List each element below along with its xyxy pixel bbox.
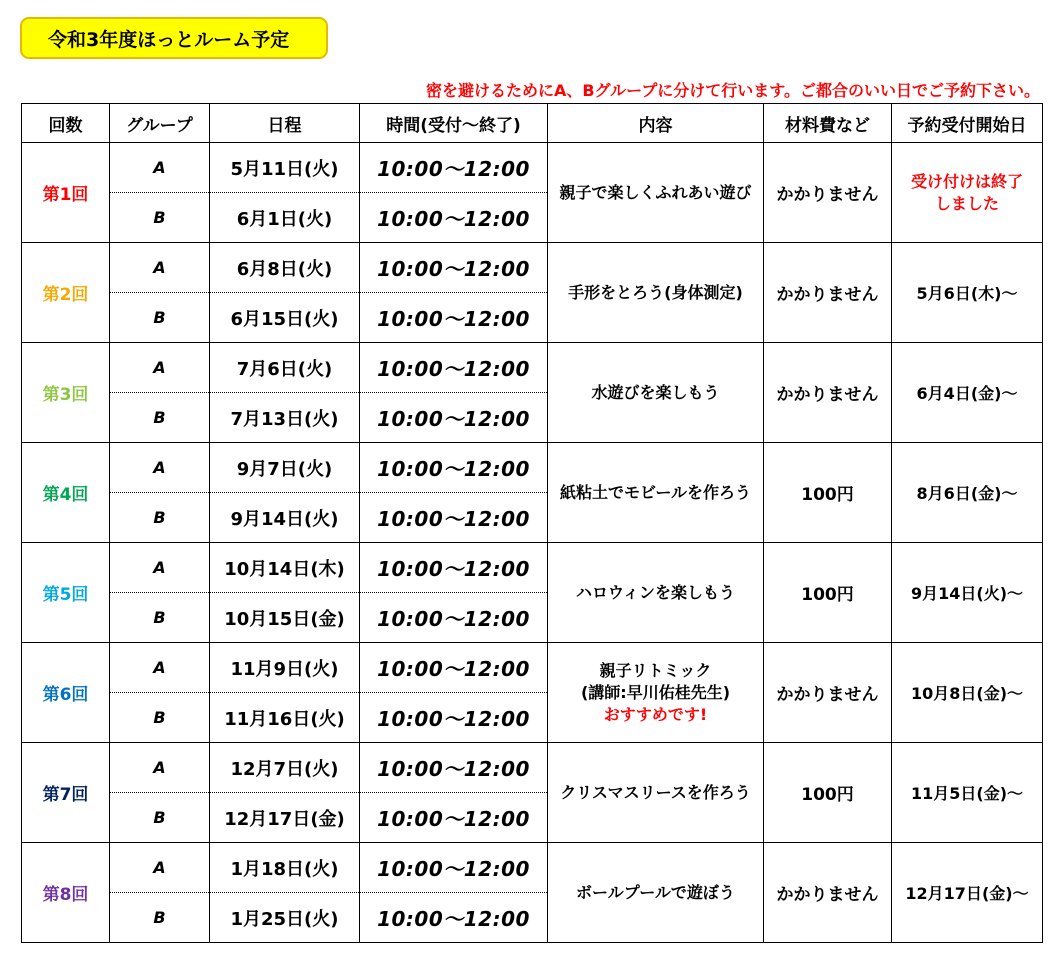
session-fee: かかりません: [764, 243, 892, 343]
session-date: 10月15日(金): [210, 593, 360, 643]
group-label: A: [110, 443, 210, 493]
session-number: 第7回: [22, 743, 110, 843]
reservation-start: 9月14日(火)～: [892, 543, 1043, 643]
session-fee: 100円: [764, 743, 892, 843]
group-label: A: [110, 643, 210, 693]
title-box: [20, 17, 328, 59]
session-number: 第2回: [22, 243, 110, 343]
group-label: A: [110, 143, 210, 193]
session-row-a: [22, 543, 1043, 593]
session-row-a: [22, 843, 1043, 893]
session-number: 第1回: [22, 143, 110, 243]
session-date: 6月8日(火): [210, 243, 360, 293]
group-label: B: [110, 893, 210, 943]
session-fee: 100円: [764, 543, 892, 643]
group-label: B: [110, 293, 210, 343]
session-content: 水遊びを楽しもう: [548, 343, 764, 443]
header-time: 時間(受付～終了): [360, 104, 548, 143]
session-date: 10月14日(木): [210, 543, 360, 593]
session-content: ボールプールで遊ぼう: [548, 843, 764, 943]
session-fee: かかりません: [764, 143, 892, 243]
session-fee: 100円: [764, 443, 892, 543]
session-row-a: [22, 643, 1043, 693]
session-time: 10:00～12:00: [360, 843, 548, 893]
session-date: 5月11日(火): [210, 143, 360, 193]
group-label: B: [110, 193, 210, 243]
session-row-a: [22, 143, 1043, 193]
content-instructor: (講師:早川佑桂先生): [580, 682, 731, 702]
session-date: 6月15日(火): [210, 293, 360, 343]
session-time: 10:00～12:00: [360, 593, 548, 643]
schedule-table: [21, 103, 1043, 943]
session-time: 10:00～12:00: [360, 643, 548, 693]
group-label: B: [110, 693, 210, 743]
session-time: 10:00～12:00: [360, 193, 548, 243]
header-date: 日程: [210, 104, 360, 143]
reservation-start: 11月5日(金)～: [892, 743, 1043, 843]
session-time: 10:00～12:00: [360, 293, 548, 343]
session-number: 第4回: [22, 443, 110, 543]
session-time: 10:00～12:00: [360, 393, 548, 443]
page-title: 令和3年度ほっとルーム予定: [48, 28, 290, 51]
content-title: 親子リトミック: [599, 660, 712, 680]
group-label: B: [110, 493, 210, 543]
session-time: 10:00～12:00: [360, 743, 548, 793]
session-date: 6月1日(火): [210, 193, 360, 243]
session-time: 10:00～12:00: [360, 493, 548, 543]
session-content: 紙粘土でモビールを作ろう: [548, 443, 764, 543]
reservation-start: 12月17日(金)～: [892, 843, 1043, 943]
header-start: 予約受付開始日: [892, 104, 1043, 143]
header-group: グループ: [110, 104, 210, 143]
session-date: 12月7日(火): [210, 743, 360, 793]
group-label: A: [110, 343, 210, 393]
session-time: 10:00～12:00: [360, 143, 548, 193]
session-date: 11月16日(火): [210, 693, 360, 743]
session-time: 10:00～12:00: [360, 343, 548, 393]
session-fee: かかりません: [764, 843, 892, 943]
reservation-start: 6月4日(金)～: [892, 343, 1043, 443]
header-row: [22, 104, 1043, 143]
session-number: 第3回: [22, 343, 110, 443]
group-label: A: [110, 243, 210, 293]
group-label: B: [110, 793, 210, 843]
session-time: 10:00～12:00: [360, 693, 548, 743]
notice-text: 密を避けるためにA、Bグループに分けて行います。ご都合のいい日でご予約下さい。: [425, 81, 1040, 100]
reservation-closed-text: 受け付けは終了しました: [911, 171, 1024, 213]
header-content: 内容: [548, 104, 764, 143]
session-date: 7月13日(火): [210, 393, 360, 443]
session-fee: かかりません: [764, 643, 892, 743]
reservation-start: 10月8日(金)～: [892, 643, 1043, 743]
session-time: 10:00～12:00: [360, 793, 548, 843]
session-row-a: [22, 343, 1043, 393]
reservation-start: 8月6日(金)～: [892, 443, 1043, 543]
content-recommend-note: おすすめです!: [603, 704, 708, 724]
session-number: 第5回: [22, 543, 110, 643]
session-number: 第6回: [22, 643, 110, 743]
session-content: [548, 643, 764, 743]
session-time: 10:00～12:00: [360, 893, 548, 943]
session-content: ハロウィンを楽しもう: [548, 543, 764, 643]
session-row-a: [22, 743, 1043, 793]
reservation-start: [892, 143, 1043, 243]
group-label: B: [110, 593, 210, 643]
session-row-a: [22, 443, 1043, 493]
session-date: 11月9日(火): [210, 643, 360, 693]
session-content: クリスマスリースを作ろう: [548, 743, 764, 843]
header-fee: 材料費など: [764, 104, 892, 143]
session-time: 10:00～12:00: [360, 543, 548, 593]
session-date: 9月7日(火): [210, 443, 360, 493]
session-fee: かかりません: [764, 343, 892, 443]
header-kai: 回数: [22, 104, 110, 143]
session-date: 9月14日(火): [210, 493, 360, 543]
session-date: 7月6日(火): [210, 343, 360, 393]
reservation-start: 5月6日(木)～: [892, 243, 1043, 343]
session-date: 1月18日(火): [210, 843, 360, 893]
session-date: 1月25日(火): [210, 893, 360, 943]
group-label: A: [110, 843, 210, 893]
session-row-a: [22, 243, 1043, 293]
session-number: 第8回: [22, 843, 110, 943]
group-label: A: [110, 743, 210, 793]
group-label: A: [110, 543, 210, 593]
session-date: 12月17日(金): [210, 793, 360, 843]
session-time: 10:00～12:00: [360, 443, 548, 493]
session-time: 10:00～12:00: [360, 243, 548, 293]
session-content: 親子で楽しくふれあい遊び: [548, 143, 764, 243]
group-label: B: [110, 393, 210, 443]
session-content: 手形をとろう(身体測定): [548, 243, 764, 343]
